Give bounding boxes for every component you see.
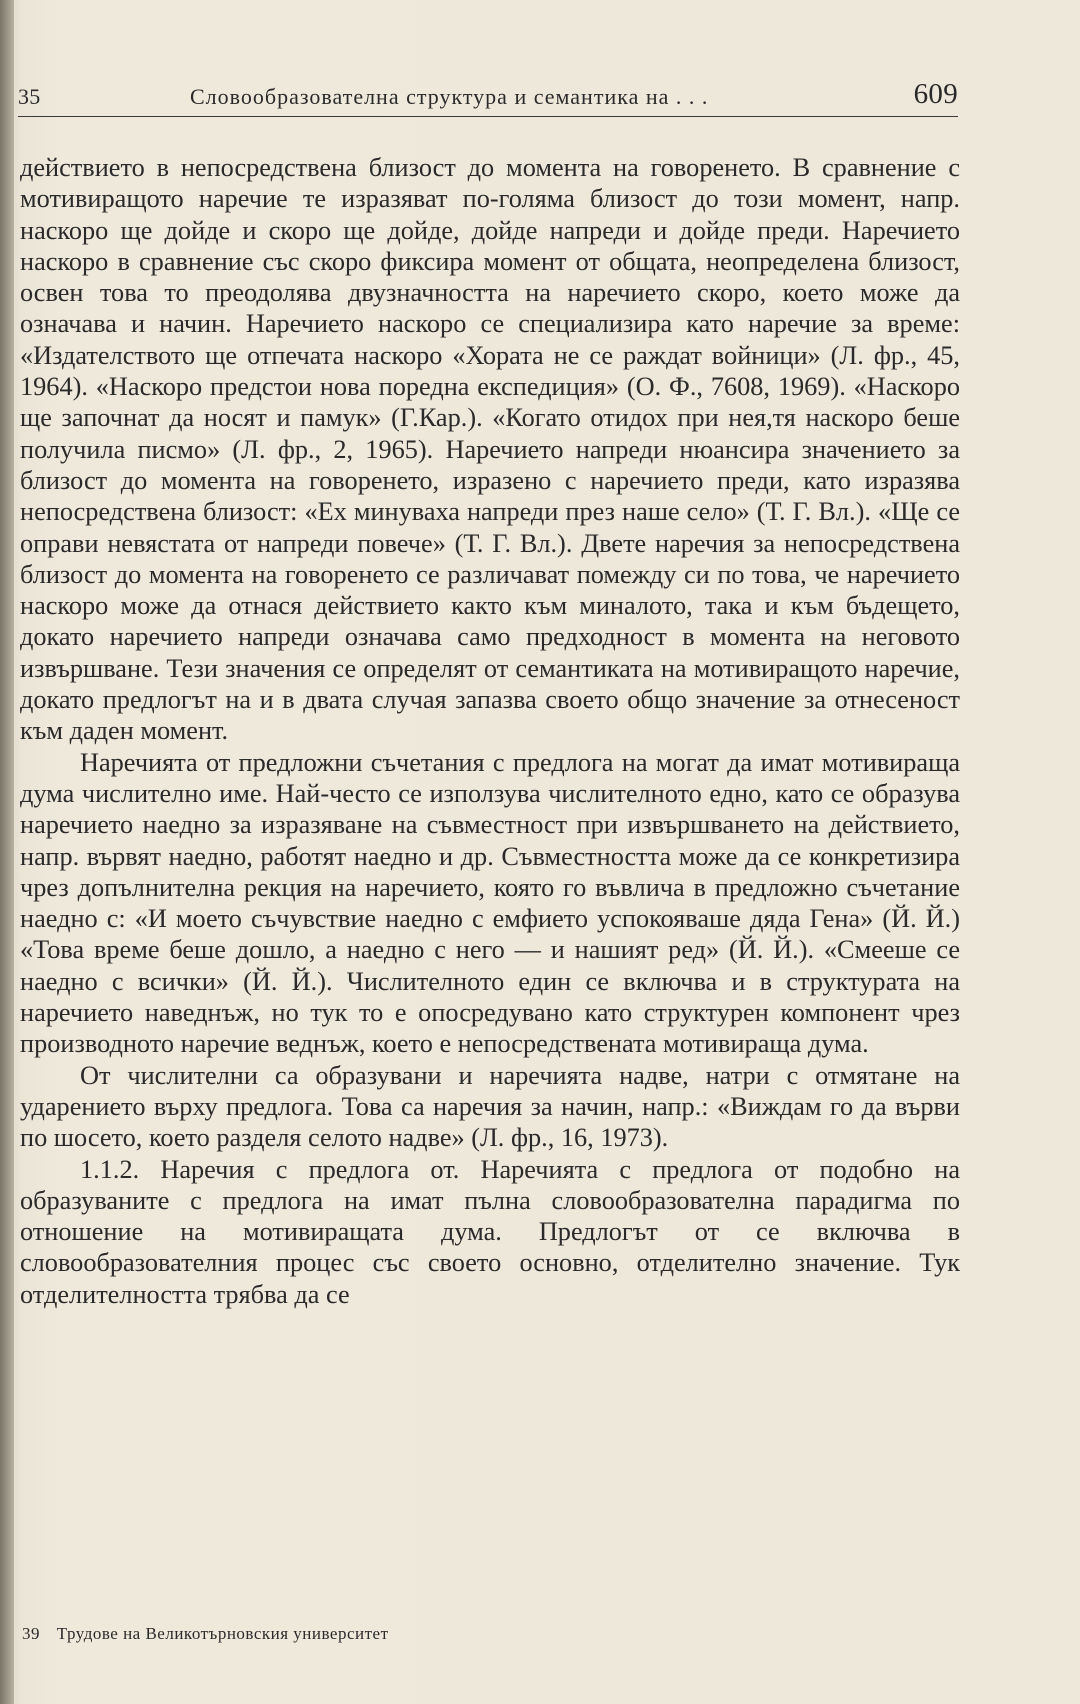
chapter-number: 35 [18, 84, 41, 109]
paragraph: 1.1.2. Наречия с предлога от. Наречията с предлога от подобно на образуваните с предлога на имат пълна словообразователна парадигма по отношение на мотивиращата дума. Предлогът от се включва в словообразователния процес със своето основно, отделително значение. Тук отделителността трябва да се [20, 1154, 960, 1309]
running-header [18, 78, 958, 118]
footer-text: Трудове на Великотърновския университет [56, 1624, 389, 1643]
sheet-number: 39 [22, 1624, 40, 1643]
page-footer [22, 1624, 389, 1644]
paragraph: От числителни са образувани и наречията надве, натри с отмятане на ударението върху предлога. Това са наречия за начин, напр.: «Виждам го да върви по шосето, което разделя селото надве» (Л. фр., 16, 1973). [20, 1060, 960, 1153]
paragraph: действието в непосредствена близост до момента на говоренето. В сравнение с мотивиращото наречие те изразяват по-голяма близост до този момент, напр. наскоро ще дойде и скоро ще дойде, дойде напреди и дойде преди. Наречието наскоро в сравнение със скоро фиксира момент от общата, неопределена близост, освен това то преодолява двузначността на наречието скоро, което може да означава и начин. Наречието наскоро се специализира като наречие за време: «Издателството ще отпечата наскоро «Хората не се раждат войници» (Л. фр., 45, 1964). «Наскоро предстои нова поредна експедиция» (О. Ф., 7608, 1969). «Наскоро ще започнат да носят и памук» (Г.Кар.). «Когато отидох при нея,тя наскоро беше получила писмо» (Л. фр., 2, 1965). Наречието напреди нюансира значението за близост до момента на говоренето, изразено с наречието преди, като изразява непосредствена близост: «Ех минуваха напреди през наше село» (Т. Г. Вл.). «Ще се оправи невястата от напреди повече» (Т. Г. Вл.). Двете наречия за непосредствена близост до момента на говоренето се различават помежду си по това, че наречието наскоро може да отнася действието както към миналото, така и към бъдещето, докато наречието напреди означава само предходност в момента на неговото извършване. Тези значения се определят от семантиката на мотивиращото наречие, докато предлогът на и в двата случая запазва своето общо значение за отнесеност към даден момент. [20, 153, 960, 746]
body-text [20, 152, 960, 1310]
page-number: 609 [913, 78, 958, 110]
running-title: Словообразователна структура и семантика на . . . [190, 84, 709, 109]
book-spine-shadow [0, 0, 14, 1704]
paragraph: Наречията от предложни съчетания с предлога на могат да имат мотивираща дума числително име. Най-често се използува числителното едно, като се образува наречието наедно за изразяване на съвместност при извършването на действието, напр. вървят наедно, работят наедно и др. Съвместността може да се конкретизира чрез допълнителна рекция на наречието, която го въвлича в предложно съчетание наедно с: «И моето съчувствие наедно с емфието успокояваше дяда Гена» (Й. Й.) «Това време беше дошло, а наедно с него — и нашият ред» (Й. Й.). «Смееше се наедно с всички» (Й. Й.). Числителното един се включва и в структурата на наречието наведнъж, но тук то е опосредувано като структурен компонент чрез производното наречие веднъж, което е непосредствената мотивираща дума. [20, 747, 960, 1059]
header-rule [18, 116, 958, 117]
